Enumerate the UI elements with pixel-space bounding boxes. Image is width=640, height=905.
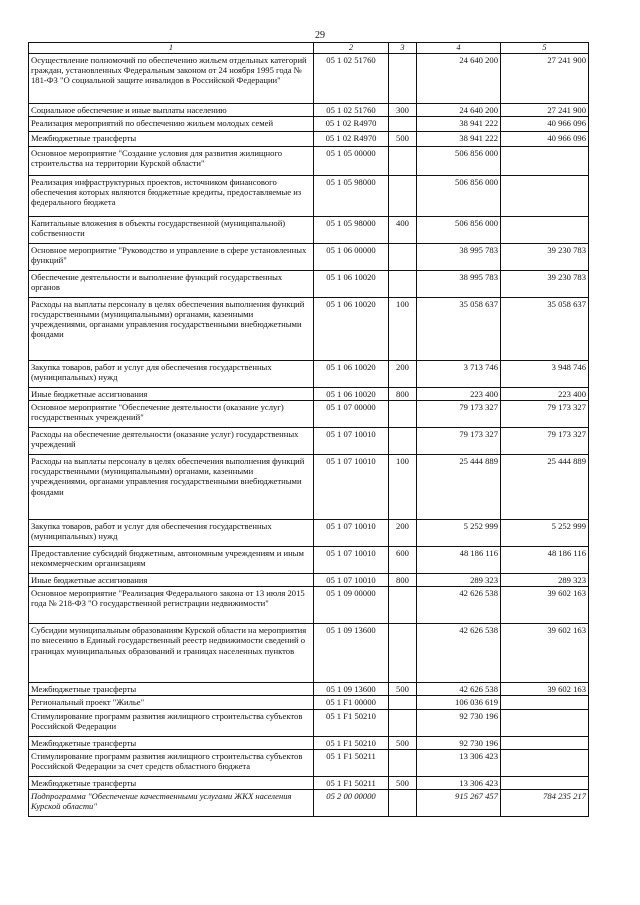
- row-expense-type: [389, 271, 417, 298]
- row-name: Стимулирование программ развития жилищного строительства субъектов Российской Федерации: [29, 709, 314, 736]
- row-code: 05 1 07 10010: [314, 455, 389, 520]
- row-name: Стимулирование программ развития жилищного строительства субъектов Российской Федерации за счет средств областного бюджета: [29, 749, 314, 776]
- row-expense-type: 500: [389, 683, 417, 696]
- row-amount-1: 42 626 538: [417, 683, 501, 696]
- row-expense-type: 500: [389, 776, 417, 789]
- header-col-1: 1: [29, 43, 314, 54]
- row-amount-1: 5 252 999: [417, 520, 501, 547]
- row-code: 05 1 06 10020: [314, 298, 389, 361]
- row-expense-type: [389, 749, 417, 776]
- row-expense-type: [389, 587, 417, 624]
- row-amount-2: 784 235 217: [501, 789, 589, 816]
- row-name: Иные бюджетные ассигнования: [29, 574, 314, 587]
- table-row: [29, 696, 589, 709]
- row-expense-type: 800: [389, 388, 417, 401]
- table-row: [29, 217, 589, 244]
- row-name: Основное мероприятие "Реализация Федерального закона от 13 июля 2015 года № 218-ФЗ "О государственной регистрации недвижимости": [29, 587, 314, 624]
- row-name: Расходы на выплаты персоналу в целях обеспечения выполнения функций государственными (муниципальными) органами, казенными учреждениями, органами управления государственными внебюджетными фондами: [29, 455, 314, 520]
- row-amount-2: [501, 776, 589, 789]
- row-code: 05 1 F1 50211: [314, 776, 389, 789]
- row-amount-1: 223 400: [417, 388, 501, 401]
- row-amount-1: 289 323: [417, 574, 501, 587]
- header-col-4: 4: [417, 43, 501, 54]
- row-code: 05 1 07 00000: [314, 401, 389, 428]
- row-code: 05 1 07 10010: [314, 428, 389, 455]
- table-row: [29, 736, 589, 749]
- table-row: [29, 103, 589, 116]
- row-amount-1: 506 856 000: [417, 147, 501, 176]
- table-row: [29, 298, 589, 361]
- row-amount-1: 48 186 116: [417, 547, 501, 574]
- table-row: [29, 176, 589, 217]
- table-row: [29, 520, 589, 547]
- row-amount-2: 223 400: [501, 388, 589, 401]
- row-amount-2: 39 230 783: [501, 244, 589, 271]
- row-expense-type: 100: [389, 298, 417, 361]
- table-row: [29, 147, 589, 176]
- row-amount-1: 92 730 196: [417, 709, 501, 736]
- row-code: 05 1 05 98000: [314, 217, 389, 244]
- row-amount-1: 13 306 423: [417, 776, 501, 789]
- row-expense-type: 400: [389, 217, 417, 244]
- table-row: [29, 547, 589, 574]
- row-name: Подпрограмма "Обеспечение качественными услугами ЖКХ населения Курской области": [29, 789, 314, 816]
- row-name: Социальное обеспечение и иные выплаты населению: [29, 103, 314, 116]
- table-row: [29, 53, 589, 103]
- row-name: Основное мероприятие "Создание условия для развития жилищного строительства на территории Курской области": [29, 147, 314, 176]
- row-amount-2: [501, 749, 589, 776]
- row-code: 05 1 07 10010: [314, 547, 389, 574]
- row-code: 05 1 02 R4970: [314, 117, 389, 132]
- row-code: 05 1 05 98000: [314, 176, 389, 217]
- row-name: Реализация мероприятий по обеспечению жильем молодых семей: [29, 117, 314, 132]
- header-col-5: 5: [501, 43, 589, 54]
- row-amount-2: 25 444 889: [501, 455, 589, 520]
- row-code: 05 1 F1 00000: [314, 696, 389, 709]
- row-name: Субсидии муниципальным образованиям Курской области на мероприятия по внесению в Единый государственный реестр недвижимости сведений о границах муниципальных образований и границах населенных пунктов: [29, 624, 314, 683]
- table-row: [29, 455, 589, 520]
- table-row: [29, 117, 589, 132]
- row-name: Межбюджетные трансферты: [29, 683, 314, 696]
- row-name: Основное мероприятие "Руководство и управление в сфере установленных функций": [29, 244, 314, 271]
- row-amount-1: 79 173 327: [417, 401, 501, 428]
- row-expense-type: 300: [389, 103, 417, 116]
- row-amount-1: 24 640 200: [417, 53, 501, 103]
- row-amount-1: 24 640 200: [417, 103, 501, 116]
- row-amount-1: 42 626 538: [417, 624, 501, 683]
- row-code: 05 1 06 10020: [314, 361, 389, 388]
- row-expense-type: 800: [389, 574, 417, 587]
- row-expense-type: [389, 244, 417, 271]
- row-amount-2: [501, 217, 589, 244]
- row-code: 05 1 02 51760: [314, 53, 389, 103]
- row-amount-1: 38 995 783: [417, 244, 501, 271]
- row-code: 05 1 02 51760: [314, 103, 389, 116]
- table-row: [29, 388, 589, 401]
- row-amount-1: 42 626 538: [417, 587, 501, 624]
- row-expense-type: [389, 624, 417, 683]
- row-name: Расходы на выплаты персоналу в целях обеспечения выполнения функций государственными (муниципальными) органами, казенными учреждениями, органами управления государственными внебюджетными фондами: [29, 298, 314, 361]
- row-amount-1: 38 941 222: [417, 117, 501, 132]
- row-name: Закупка товаров, работ и услуг для обеспечения государственных (муниципальных) нужд: [29, 520, 314, 547]
- row-code: 05 1 06 10020: [314, 271, 389, 298]
- row-code: 05 1 06 00000: [314, 244, 389, 271]
- row-name: Капитальные вложения в объекты государственной (муниципальной) собственности: [29, 217, 314, 244]
- table-row: [29, 132, 589, 147]
- row-amount-2: [501, 709, 589, 736]
- row-name: Иные бюджетные ассигнования: [29, 388, 314, 401]
- row-code: 05 1 F1 50210: [314, 709, 389, 736]
- table-row: [29, 749, 589, 776]
- row-amount-1: 35 058 637: [417, 298, 501, 361]
- table-row: [29, 361, 589, 388]
- table-row: [29, 776, 589, 789]
- row-expense-type: 200: [389, 520, 417, 547]
- row-name: Межбюджетные трансферты: [29, 776, 314, 789]
- row-amount-2: 39 230 783: [501, 271, 589, 298]
- row-amount-2: [501, 696, 589, 709]
- row-amount-1: 38 941 222: [417, 132, 501, 147]
- table-row: [29, 789, 589, 816]
- row-amount-1: 106 036 619: [417, 696, 501, 709]
- table-row: [29, 401, 589, 428]
- row-amount-1: 506 856 000: [417, 176, 501, 217]
- row-amount-1: 13 306 423: [417, 749, 501, 776]
- header-col-3: 3: [389, 43, 417, 54]
- row-expense-type: [389, 147, 417, 176]
- table-row: [29, 683, 589, 696]
- row-amount-2: [501, 736, 589, 749]
- row-expense-type: [389, 176, 417, 217]
- row-amount-1: 38 995 783: [417, 271, 501, 298]
- row-amount-1: 92 730 196: [417, 736, 501, 749]
- row-expense-type: [389, 428, 417, 455]
- row-amount-2: [501, 147, 589, 176]
- row-amount-2: 40 966 096: [501, 117, 589, 132]
- row-amount-2: 39 602 163: [501, 683, 589, 696]
- row-amount-2: 27 241 900: [501, 53, 589, 103]
- row-code: 05 1 F1 50211: [314, 749, 389, 776]
- row-name: Реализация инфраструктурных проектов, источником финансового обеспечения которых являются бюджетные кредиты, предоставляемые из федерального бюджета: [29, 176, 314, 217]
- row-name: Предоставление субсидий бюджетным, автономным учреждениям и иным некоммерческим организациям: [29, 547, 314, 574]
- row-expense-type: 500: [389, 736, 417, 749]
- row-name: Обеспечение деятельности и выполнение функций государственных органов: [29, 271, 314, 298]
- table-row: [29, 587, 589, 624]
- table-row: [29, 271, 589, 298]
- row-code: 05 1 06 10020: [314, 388, 389, 401]
- row-amount-2: 39 602 163: [501, 587, 589, 624]
- row-expense-type: [389, 709, 417, 736]
- row-name: Межбюджетные трансферты: [29, 132, 314, 147]
- row-amount-2: 5 252 999: [501, 520, 589, 547]
- budget-table: [28, 42, 589, 817]
- row-amount-1: 3 713 746: [417, 361, 501, 388]
- table-header-row: [29, 43, 589, 54]
- row-amount-2: 40 966 096: [501, 132, 589, 147]
- row-code: 05 1 F1 50210: [314, 736, 389, 749]
- row-name: Межбюджетные трансферты: [29, 736, 314, 749]
- row-expense-type: [389, 401, 417, 428]
- row-expense-type: 200: [389, 361, 417, 388]
- row-name: Расходы на обеспечение деятельности (оказание услуг) государственных учреждений: [29, 428, 314, 455]
- row-amount-2: 35 058 637: [501, 298, 589, 361]
- row-name: Региональный проект "Жилье": [29, 696, 314, 709]
- table-row: [29, 428, 589, 455]
- row-amount-2: 289 323: [501, 574, 589, 587]
- row-amount-2: 27 241 900: [501, 103, 589, 116]
- row-code: 05 2 00 00000: [314, 789, 389, 816]
- row-amount-1: 915 267 457: [417, 789, 501, 816]
- header-col-2: 2: [314, 43, 389, 54]
- row-code: 05 1 09 00000: [314, 587, 389, 624]
- row-name: Основное мероприятие "Обеспечение деятельности (оказание услуг) государственных учреждений": [29, 401, 314, 428]
- row-name: Закупка товаров, работ и услуг для обеспечения государственных (муниципальных) нужд: [29, 361, 314, 388]
- row-code: 05 1 07 10010: [314, 520, 389, 547]
- row-expense-type: 500: [389, 132, 417, 147]
- row-amount-1: 25 444 889: [417, 455, 501, 520]
- row-amount-1: 506 856 000: [417, 217, 501, 244]
- table-row: [29, 624, 589, 683]
- row-expense-type: [389, 696, 417, 709]
- row-amount-2: [501, 176, 589, 217]
- row-code: 05 1 02 R4970: [314, 132, 389, 147]
- table-row: [29, 709, 589, 736]
- row-expense-type: [389, 53, 417, 103]
- table-row: [29, 244, 589, 271]
- table-row: [29, 574, 589, 587]
- row-name: Осуществление полномочий по обеспечению жильем отдельных категорий граждан, установленных Федеральным законом от 24 ноября 1995 года № 181-ФЗ "О социальной защите инвалидов в Российской Федерации": [29, 53, 314, 103]
- row-amount-2: 39 602 163: [501, 624, 589, 683]
- row-code: 05 1 05 00000: [314, 147, 389, 176]
- row-code: 05 1 07 10010: [314, 574, 389, 587]
- row-amount-2: 79 173 327: [501, 401, 589, 428]
- row-expense-type: [389, 789, 417, 816]
- row-code: 05 1 09 13600: [314, 624, 389, 683]
- row-amount-2: 3 948 746: [501, 361, 589, 388]
- row-amount-2: 79 173 327: [501, 428, 589, 455]
- row-expense-type: 100: [389, 455, 417, 520]
- page-number: 29: [315, 30, 325, 41]
- row-amount-1: 79 173 327: [417, 428, 501, 455]
- row-amount-2: 48 186 116: [501, 547, 589, 574]
- row-expense-type: 600: [389, 547, 417, 574]
- row-code: 05 1 09 13600: [314, 683, 389, 696]
- row-expense-type: [389, 117, 417, 132]
